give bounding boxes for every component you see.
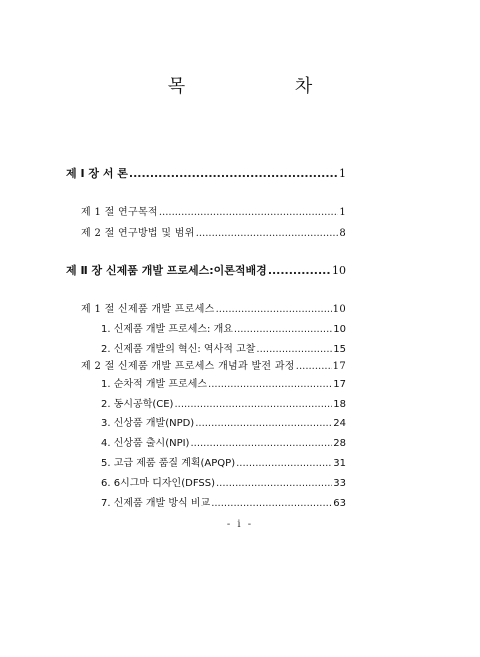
dot-leader — [256, 344, 332, 355]
dot-leader — [296, 361, 332, 372]
toc-entry-label: 1. 순차적 개발 프로세스 — [101, 379, 208, 390]
toc-entry-page: 1 — [339, 167, 346, 180]
toc-entry-label: 2. 신제품 개발의 혁신: 역사적 고찰 — [101, 344, 256, 355]
toc-entry-page: 28 — [333, 438, 346, 449]
toc-entry-page: 33 — [333, 478, 346, 489]
dot-leader — [195, 418, 332, 429]
toc-entry — [81, 300, 346, 315]
toc-entry-label: 7. 신제품 개발 방식 비교 — [101, 498, 211, 509]
toc-entry — [101, 434, 346, 449]
dot-leader — [190, 438, 332, 449]
dot-leader — [211, 498, 332, 509]
dot-leader — [196, 228, 339, 239]
toc-entry — [101, 494, 346, 509]
dot-leader — [208, 379, 332, 390]
toc-entry — [101, 414, 346, 429]
toc-entry-page: 15 — [333, 344, 346, 355]
toc-entry-page: 17 — [332, 361, 346, 372]
toc-entry-label: 5. 고급 제품 품질 계획(APQP) — [101, 458, 236, 469]
dot-leader — [236, 458, 332, 469]
toc-entry-label: 4. 신상품 출시(NPI) — [101, 438, 190, 449]
toc-entry-page: 63 — [333, 498, 346, 509]
toc-entry-page: 10 — [332, 304, 346, 315]
toc-entry-label: 제 Ⅰ 장 서 론 — [66, 167, 128, 180]
toc-entry — [81, 224, 346, 239]
toc-entry-label: 2. 동시공학(CE) — [101, 399, 174, 410]
dot-leader — [268, 264, 331, 277]
toc-entry-label: 1. 신제품 개발 프로세스: 개요 — [101, 324, 233, 335]
toc-entry — [101, 474, 346, 489]
toc-entry — [101, 375, 346, 390]
toc-entry-label: 제 2 절 연구방법 및 범위 — [81, 228, 195, 239]
toc-entry — [81, 357, 346, 372]
toc-entry — [66, 262, 346, 278]
page-number-footer: - i - — [226, 519, 254, 530]
dot-leader — [159, 207, 338, 218]
dot-leader — [216, 304, 332, 315]
toc-entry-page: 8 — [339, 228, 346, 239]
toc-entry-label: 3. 신상품 개발(NPD) — [101, 418, 195, 429]
toc-entry — [101, 320, 346, 335]
toc-entry-page: 31 — [333, 458, 346, 469]
toc-entry — [101, 395, 346, 410]
toc-entry-page: 1 — [339, 207, 346, 218]
toc-entry-label: 제 1 절 연구목적 — [81, 207, 158, 218]
toc-entry-page: 18 — [333, 399, 346, 410]
toc-entry-page: 10 — [333, 324, 346, 335]
dot-leader — [216, 478, 332, 489]
toc-entry-label: 제 Ⅱ 장 신제품 개발 프로세스:이론적배경 — [66, 264, 267, 277]
toc-entry-page: 17 — [333, 379, 346, 390]
dot-leader — [234, 324, 332, 335]
toc-entry — [101, 340, 346, 355]
toc-entry — [81, 203, 346, 218]
toc-entry — [66, 165, 346, 181]
toc-entry — [101, 454, 346, 469]
toc-entry-page: 24 — [333, 418, 346, 429]
dot-leader — [129, 167, 338, 180]
toc-entry-label: 제 2 절 신제품 개발 프로세스 개념과 발전 과정 — [81, 361, 295, 372]
toc-entry-label: 6. 6시그마 디자인(DFSS) — [101, 478, 215, 489]
dot-leader — [174, 399, 332, 410]
page-title: 목 차 — [167, 76, 365, 97]
toc-entry-label: 제 1 절 신제품 개발 프로세스 — [81, 304, 215, 315]
toc-entry-page: 10 — [332, 264, 346, 277]
